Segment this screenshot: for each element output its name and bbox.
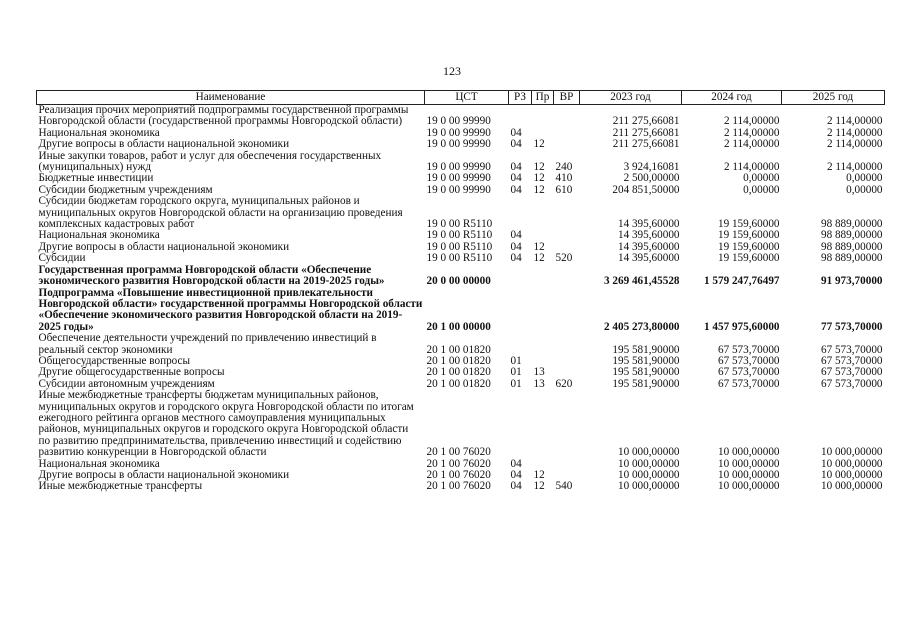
row-cst: 19 0 00 R5110 <box>426 240 493 253</box>
row-cst: 20 1 00 00000 <box>426 320 491 333</box>
row-2025: 10 000,00000 <box>820 457 883 470</box>
row-rz <box>509 105 532 128</box>
row-pr: 12 <box>533 469 545 481</box>
row-2023: 211 275,66081 <box>612 138 680 151</box>
row-pr: 12 <box>533 480 545 493</box>
row-2025: 10 000,00000 <box>820 469 883 481</box>
row-2024: 67 573,70000 <box>717 343 780 356</box>
row-pr <box>532 390 554 458</box>
row-cst: 20 1 00 76020 <box>426 469 491 481</box>
row-name: Общегосударственные вопросы <box>38 354 191 367</box>
row-name: Национальная экономика <box>38 229 160 242</box>
row-cst: 20 1 00 01820 <box>426 366 491 379</box>
row-name: Реализация прочих мероприятий подпрограммы государственной программы Новгородской области (государственной программы Новгородской области) <box>38 104 409 128</box>
row-rz <box>509 333 532 356</box>
row-name: Субсидии бюджетам городского округа, муниципальных районов и муниципальных округов Новгородской области на организацию проведения комплексных кадастровых работ <box>38 195 403 231</box>
row-name: Бюджетные инвестиции <box>38 172 154 185</box>
table-row <box>37 390 885 458</box>
row-2025: 98 889,00000 <box>820 229 883 242</box>
row-cst: 20 0 00 00000 <box>426 275 491 288</box>
row-2025: 98 889,00000 <box>820 218 883 231</box>
row-2025: 77 573,70000 <box>820 320 883 333</box>
table-row <box>37 265 885 288</box>
row-name: Субсидии автономным учреждениям <box>38 377 215 390</box>
row-vr <box>554 288 580 334</box>
header-2024: 2024 год <box>682 91 782 105</box>
row-2025: 67 573,70000 <box>820 377 883 390</box>
row-vr <box>554 230 580 241</box>
row-rz <box>509 196 532 230</box>
row-vr: 540 <box>555 480 573 493</box>
row-name: Национальная экономика <box>38 457 160 470</box>
row-2023: 10 000,00000 <box>617 446 680 459</box>
row-cst: 19 0 00 99990 <box>426 126 491 139</box>
row-vr <box>554 356 580 367</box>
row-name: Другие вопросы в области национальной экономики <box>38 469 290 481</box>
row-2024: 19 159,60000 <box>717 240 780 253</box>
row-2023: 195 581,90000 <box>612 366 680 379</box>
table-row <box>37 196 885 230</box>
row-2025: 67 573,70000 <box>820 366 883 379</box>
row-2024: 1 457 975,60000 <box>703 320 780 333</box>
row-2023: 10 000,00000 <box>617 469 680 481</box>
row-2023: 14 395,60000 <box>617 240 680 253</box>
row-pr <box>532 196 554 230</box>
row-pr <box>532 105 554 128</box>
header-cst: ЦСТ <box>425 91 509 105</box>
row-pr: 12 <box>533 172 545 185</box>
row-vr <box>554 128 580 139</box>
table-row <box>37 105 885 128</box>
header-rz: РЗ <box>509 91 532 105</box>
row-2024: 1 579 247,76497 <box>703 275 780 288</box>
header-pr: Пр <box>532 91 554 105</box>
row-rz: 04 <box>510 240 522 253</box>
row-pr: 13 <box>533 366 545 379</box>
row-cst: 20 1 00 01820 <box>426 377 491 390</box>
row-vr <box>554 390 580 458</box>
row-vr <box>554 333 580 356</box>
header-2025: 2025 год <box>782 91 885 105</box>
row-2025: 67 573,70000 <box>820 343 883 356</box>
row-2025: 2 114,00000 <box>826 161 883 174</box>
row-2023: 195 581,90000 <box>612 354 680 367</box>
row-rz: 04 <box>510 183 522 196</box>
row-rz: 01 <box>510 366 522 379</box>
row-vr <box>554 265 580 288</box>
row-name: Иные закупки товаров, работ и услуг для обеспечения государственных (муниципальных) нужд <box>38 149 382 174</box>
row-name: Обеспечение деятельности учреждений по привлечению инвестиций в реальный сектор экономики <box>38 332 377 356</box>
row-2023: 14 395,60000 <box>617 252 680 265</box>
row-rz: 04 <box>510 229 522 242</box>
row-2025: 98 889,00000 <box>820 252 883 265</box>
row-2025: 67 573,70000 <box>820 354 883 367</box>
row-2023: 195 581,90000 <box>612 377 680 390</box>
row-rz: 01 <box>510 377 522 390</box>
row-rz <box>509 265 532 288</box>
row-rz: 04 <box>510 480 522 493</box>
row-2024: 67 573,70000 <box>717 366 780 379</box>
row-name: Национальная экономика <box>38 126 160 139</box>
row-2024: 19 159,60000 <box>717 218 780 231</box>
row-2024: 10 000,00000 <box>717 480 780 493</box>
row-cst: 20 1 00 01820 <box>426 343 491 356</box>
row-2024: 0,00000 <box>743 183 780 196</box>
row-2024: 10 000,00000 <box>717 446 780 459</box>
row-vr <box>554 105 580 128</box>
row-vr: 610 <box>555 183 573 196</box>
row-cst: 20 1 00 76020 <box>426 446 491 459</box>
row-rz: 04 <box>510 161 522 174</box>
row-cst: 20 1 00 01820 <box>426 354 491 367</box>
row-rz: 04 <box>510 126 522 139</box>
row-2023: 211 275,66081 <box>612 126 680 139</box>
row-2024: 67 573,70000 <box>717 354 780 367</box>
row-name: Подпрограмма «Повышение инвестиционной привлекательности Новгородской области» государственной программы Новгородской области «Обеспечение экономического развития Новгородской области на 2019-2025 годы» <box>38 286 423 333</box>
row-pr <box>532 265 554 288</box>
header-vr: ВР <box>554 91 580 105</box>
row-2024: 2 114,00000 <box>723 115 780 128</box>
row-2023: 204 851,50000 <box>612 183 680 196</box>
row-2024: 2 114,00000 <box>723 161 780 174</box>
table-row <box>37 253 885 264</box>
row-vr: 410 <box>555 172 573 185</box>
row-cst: 19 0 00 99990 <box>426 183 491 196</box>
row-pr: 12 <box>533 161 545 174</box>
row-2025: 0,00000 <box>846 183 883 196</box>
table-header-row <box>37 91 885 105</box>
row-cst: 19 0 00 99990 <box>426 172 491 185</box>
row-rz: 04 <box>510 138 522 151</box>
row-name: Субсидии <box>38 252 86 265</box>
table-row <box>37 333 885 356</box>
row-2023: 2 405 273,80000 <box>603 320 680 333</box>
row-rz: 04 <box>510 469 522 481</box>
row-cst: 19 0 00 99990 <box>426 161 491 174</box>
row-2024: 10 000,00000 <box>717 457 780 470</box>
table-row <box>37 288 885 334</box>
row-cst: 20 1 00 76020 <box>426 480 491 493</box>
row-2024: 10 000,00000 <box>717 469 780 481</box>
row-2024: 2 114,00000 <box>723 138 780 151</box>
row-rz: 04 <box>510 172 522 185</box>
row-2023: 14 395,60000 <box>617 218 680 231</box>
row-2023: 211 275,66081 <box>612 115 680 128</box>
row-2025: 91 973,70000 <box>820 275 883 288</box>
row-cst: 19 0 00 R5110 <box>426 252 493 265</box>
row-2023: 195 581,90000 <box>612 343 680 356</box>
row-name: Другие вопросы в области национальной экономики <box>38 138 290 151</box>
row-2025: 2 114,00000 <box>826 115 883 128</box>
row-vr: 620 <box>555 377 573 390</box>
row-2024: 67 573,70000 <box>717 377 780 390</box>
row-cst: 19 0 00 99990 <box>426 138 491 151</box>
row-pr: 12 <box>533 240 545 253</box>
row-vr <box>554 139 580 150</box>
row-2023: 10 000,00000 <box>617 457 680 470</box>
row-rz: 01 <box>510 354 522 367</box>
row-2024: 0,00000 <box>743 172 780 185</box>
row-vr <box>554 196 580 230</box>
row-2024: 19 159,60000 <box>717 229 780 242</box>
row-rz: 04 <box>510 252 522 265</box>
row-name: Иные межбюджетные трансферты бюджетам муниципальных районов, муниципальных округов и городского округа Новгородской области по итогам ежегодного рейтинга органов местного самоуправления муниципальных районов, муниципальных округов и городского округа Новгородской области по развитию предпринимательства, привлечению инвестиций и содействию развитию конкуренции в Новгородской области <box>38 389 414 459</box>
row-2025: 10 000,00000 <box>820 446 883 459</box>
row-cst: 20 1 00 76020 <box>426 457 491 470</box>
row-cst: 19 0 00 99990 <box>426 115 491 128</box>
row-rz <box>509 288 532 334</box>
row-2023: 14 395,60000 <box>617 229 680 242</box>
row-pr: 12 <box>533 138 545 151</box>
row-rz <box>509 390 532 458</box>
row-vr: 240 <box>555 161 573 174</box>
row-cst: 19 0 00 R5110 <box>426 229 493 242</box>
row-pr: 13 <box>533 377 545 390</box>
row-pr <box>532 333 554 356</box>
row-2024: 2 114,00000 <box>723 126 780 139</box>
row-2024: 19 159,60000 <box>717 252 780 265</box>
row-pr <box>532 288 554 334</box>
row-2025: 0,00000 <box>846 172 883 185</box>
row-2023: 3 269 461,45528 <box>603 275 680 288</box>
budget-table <box>36 90 885 493</box>
row-2025: 2 114,00000 <box>826 138 883 151</box>
row-name: Иные межбюджетные трансферты <box>38 480 203 493</box>
row-2023: 2 500,00000 <box>623 172 680 185</box>
table-row <box>37 481 885 492</box>
row-name: Другие вопросы в области национальной экономики <box>38 240 290 253</box>
row-vr: 520 <box>555 252 573 265</box>
row-rz: 04 <box>510 457 522 470</box>
row-2025: 98 889,00000 <box>820 240 883 253</box>
table-row <box>37 151 885 174</box>
row-name: Государственная программа Новгородской области «Обеспечение экономического развития Новгородской области на 2019-2025 годы» <box>38 263 385 288</box>
row-2025: 10 000,00000 <box>820 480 883 493</box>
row-name: Другие общегосударственные вопросы <box>38 366 225 379</box>
table-row <box>37 139 885 150</box>
row-pr: 12 <box>533 252 545 265</box>
row-name: Субсидии бюджетным учреждениям <box>38 183 213 196</box>
row-cst: 19 0 00 R5110 <box>426 218 493 231</box>
row-vr <box>554 459 580 470</box>
row-2025: 2 114,00000 <box>826 126 883 139</box>
row-2023: 10 000,00000 <box>617 480 680 493</box>
row-pr: 12 <box>533 183 545 196</box>
table-body <box>37 105 885 493</box>
page-number: 123 <box>443 64 461 78</box>
row-2023: 3 924,16081 <box>623 161 680 174</box>
header-name: Наименование <box>37 91 425 105</box>
header-2023: 2023 год <box>580 91 682 105</box>
